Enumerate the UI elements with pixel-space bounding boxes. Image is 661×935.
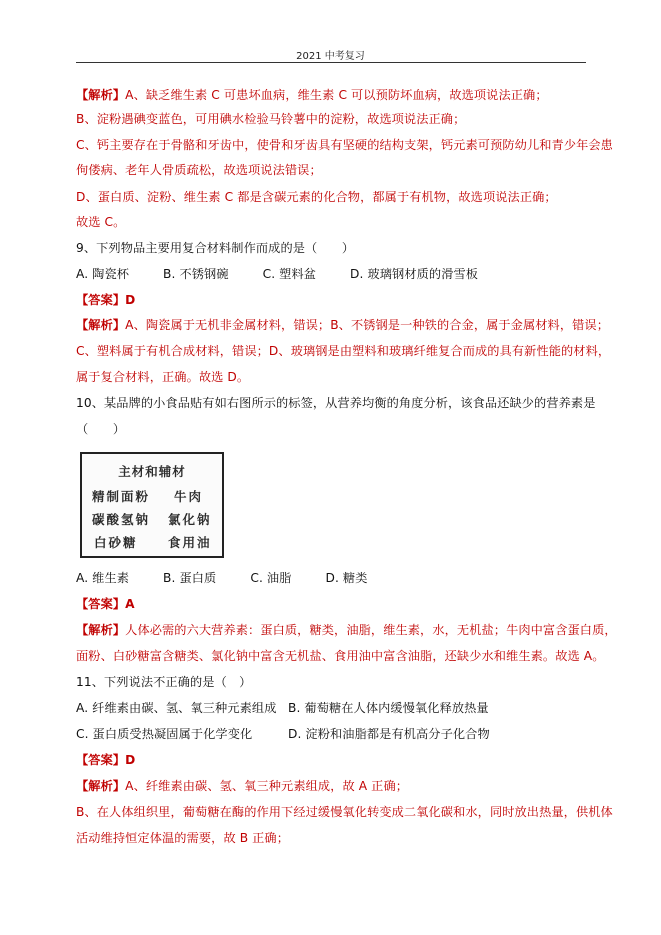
q8-analysis-line-a: [76, 87, 591, 103]
q10-analysis-2: 面粉、白砂糖富含糖类、氯化钠中富含无机盐、食用油中富含油脂，还缺少水和维生素。故选 A。: [76, 649, 605, 663]
q10-option-a: A. 维生素: [76, 571, 130, 585]
header-rule: [76, 62, 586, 63]
q11-answer: [76, 752, 591, 768]
food-label-item: 白砂糖: [94, 535, 138, 550]
q11-question: 11、下列说法不正确的是（ ）: [76, 675, 252, 689]
q11-options-row-1: [76, 700, 591, 716]
q10-option-d: D. 糖类: [325, 571, 368, 585]
q9-analysis-2: C、塑料属于有机合成材料，错误；D、玻璃钢是由塑料和玻璃纤维复合而成的具有新性能的材料，: [76, 344, 611, 358]
page-header: 2021 中考复习: [296, 51, 365, 62]
q10-analysis-1: [76, 622, 617, 638]
analysis-text: A、陶瓷属于无机非金属材料，错误；B、不锈钢是一种铁的合金，属于金属材料，错误；: [125, 318, 609, 332]
q10-question-2: （ ）: [76, 422, 126, 436]
q8-analysis-line-d: D、蛋白质、淀粉、维生素 C 都是含碳元素的化合物，都属于有机物，故选项说法正确；: [76, 190, 557, 204]
analysis-tag: 【解析】: [76, 88, 126, 102]
q9-question: 9、下列物品主要用复合材料制作而成的是（ ）: [76, 241, 355, 255]
q10-option-b: B. 蛋白质: [163, 571, 217, 585]
q11-option-d: D. 淀粉和油脂都是有机高分子化合物: [288, 727, 490, 741]
answer-tag: 【答案】: [76, 293, 126, 307]
q11-options-row-2: [76, 726, 591, 742]
analysis-text: A、纤维素由碳、氢、氧三种元素组成，故 A 正确；: [125, 779, 409, 793]
q8-conclusion: 故选 C。: [76, 215, 126, 229]
analysis-tag: 【解析】: [76, 779, 126, 793]
answer-value: D: [125, 293, 136, 307]
q10-option-c: C. 油脂: [250, 571, 292, 585]
q9-analysis-3: 属于复合材料，正确。故选 D。: [76, 370, 250, 384]
answer-value: A: [125, 597, 135, 611]
q9-option-d: D. 玻璃钢材质的滑雪板: [350, 267, 479, 281]
q9-options: [76, 266, 591, 282]
analysis-tag: 【解析】: [76, 318, 126, 332]
q8-analysis-line-c2: 佝偻病、老年人骨质疏松，故选项说法错误；: [76, 163, 322, 177]
food-label-title: 主材和辅材: [118, 464, 186, 479]
q11-option-a: A. 纤维素由碳、氢、氧三种元素组成: [76, 701, 277, 715]
q8-analysis-line-c1: C、钙主要存在于骨骼和牙齿中，使骨和牙齿具有坚硬的结构支架，钙元素可预防幼儿和青少年会患: [76, 138, 613, 152]
answer-tag: 【答案】: [76, 753, 126, 767]
q11-option-b: B. 葡萄糖在人体内缓慢氧化释放热量: [288, 701, 489, 715]
q9-option-a: A. 陶瓷杯: [76, 267, 130, 281]
q9-analysis-1: [76, 317, 609, 333]
q9-option-b: B. 不锈钢碗: [163, 267, 229, 281]
q9-answer: [76, 292, 591, 308]
q10-question-1: 10、某品牌的小食品贴有如右图所示的标签，从营养均衡的角度分析，该食品还缺少的营养素是: [76, 396, 596, 410]
analysis-text: 人体必需的六大营养素：蛋白质，糖类，油脂，维生素，水，无机盐；牛肉中富含蛋白质，: [125, 623, 617, 637]
food-label-item: 氯化钠: [168, 512, 212, 527]
analysis-text: A、缺乏维生素 C 可患坏血病，维生素 C 可以预防坏血病，故选项说法正确；: [125, 88, 548, 102]
q8-analysis-line-b: B、淀粉遇碘变蓝色，可用碘水检验马铃薯中的淀粉，故选项说法正确；: [76, 112, 466, 126]
q11-analysis-b1: B、在人体组织里，葡萄糖在酶的作用下经过缓慢氧化转变成二氧化碳和水，同时放出热量，供机体: [76, 805, 613, 819]
q11-analysis-b2: 活动维持恒定体温的需要，故 B 正确；: [76, 831, 290, 845]
answer-value: D: [125, 753, 136, 767]
food-label-item: 牛肉: [174, 489, 204, 504]
analysis-tag: 【解析】: [76, 623, 126, 637]
food-label-item: 食用油: [168, 535, 212, 550]
answer-tag: 【答案】: [76, 597, 126, 611]
q11-analysis-a: [76, 778, 591, 794]
food-label-image: [80, 452, 224, 558]
q9-option-c: C. 塑料盆: [262, 267, 317, 281]
q10-answer: [76, 596, 591, 612]
food-label-item: 精制面粉: [92, 489, 151, 504]
q10-options: [76, 570, 591, 586]
food-label-item: 碳酸氢钠: [92, 512, 151, 527]
q11-option-c: C. 蛋白质受热凝固属于化学变化: [76, 727, 253, 741]
